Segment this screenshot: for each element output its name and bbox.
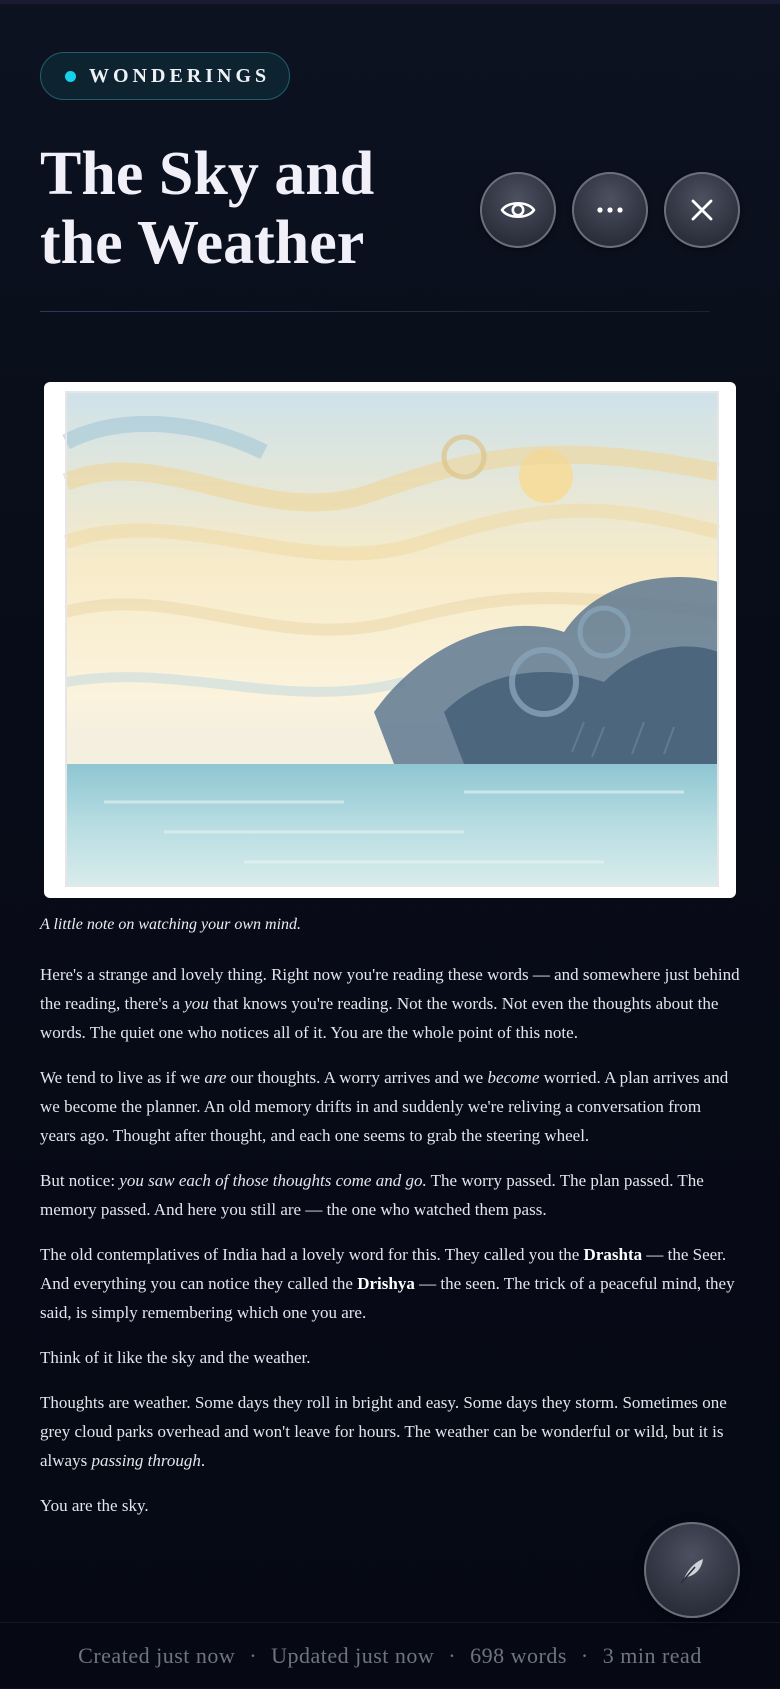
eye-icon: [500, 198, 536, 222]
footer-separator: ·: [249, 1643, 258, 1668]
updated-status: Updated just now: [271, 1643, 435, 1668]
preview-button[interactable]: [480, 172, 556, 248]
read-time: 3 min read: [602, 1643, 702, 1668]
close-icon: [690, 198, 714, 222]
footer-separator: ·: [580, 1643, 589, 1668]
paragraph-6: Thoughts are weather. Some days they roll in bright and easy. Some days they storm. Sometimes one grey cloud parks overhead and won't leave for hours. The weather can be wonderful or wild, but it is always passing through.: [40, 1393, 727, 1470]
more-button[interactable]: [572, 172, 648, 248]
feather-icon: [677, 1555, 707, 1585]
page-title: [40, 140, 460, 278]
close-button[interactable]: [664, 172, 740, 248]
paragraph-3: But notice: you saw each of those thoughts come and go. The worry passed. The plan passed. The memory passed. And here you still are — the one who watched them pass.: [40, 1171, 704, 1219]
category-label: WONDERINGS: [89, 64, 271, 87]
title-line-1: The Sky and: [40, 140, 375, 208]
title-line-2: the Weather: [40, 209, 365, 277]
status-footer: [0, 1622, 780, 1689]
article-body: [40, 960, 740, 1536]
paragraph-1: Here's a strange and lovely thing. Right now you're reading these words — and somewhere just behind the reading, there's a you that knows you're reading. Not the words. Not even the thoughts about the words. The quiet one who notices all of it. You are the whole point of this note.: [40, 965, 740, 1042]
word-count: 698 words: [470, 1643, 567, 1668]
header-divider: [40, 311, 710, 312]
category-pill[interactable]: [40, 52, 290, 100]
paragraph-2: We tend to live as if we are our thoughts. A worry arrives and we become worried. A plan arrives and we become the planner. An old memory drifts in and suddenly we're reliving a conversation from years ago. Thought after thought, and each one seems to grab the steering wheel.: [40, 1068, 729, 1145]
watercolor-painting: [44, 382, 736, 898]
footer-separator: ·: [448, 1643, 457, 1668]
category-dot: [65, 71, 76, 82]
write-button[interactable]: [644, 1522, 740, 1618]
created-status: Created just now: [78, 1643, 236, 1668]
more-icon: [596, 206, 624, 214]
top-edge: [0, 0, 780, 4]
paragraph-4: The old contemplatives of India had a lovely word for this. They called you the Drashta — the Seer. And everything you can notice they called the Drishya — the seen. The trick of a peaceful mind, they said, is simply remembering which one you are.: [40, 1245, 735, 1322]
paragraph-7: You are the sky.: [40, 1496, 149, 1515]
hero-image: [44, 382, 736, 898]
paragraph-5: Think of it like the sky and the weather.: [40, 1348, 311, 1367]
caption: A little note on watching your own mind.: [40, 916, 302, 933]
